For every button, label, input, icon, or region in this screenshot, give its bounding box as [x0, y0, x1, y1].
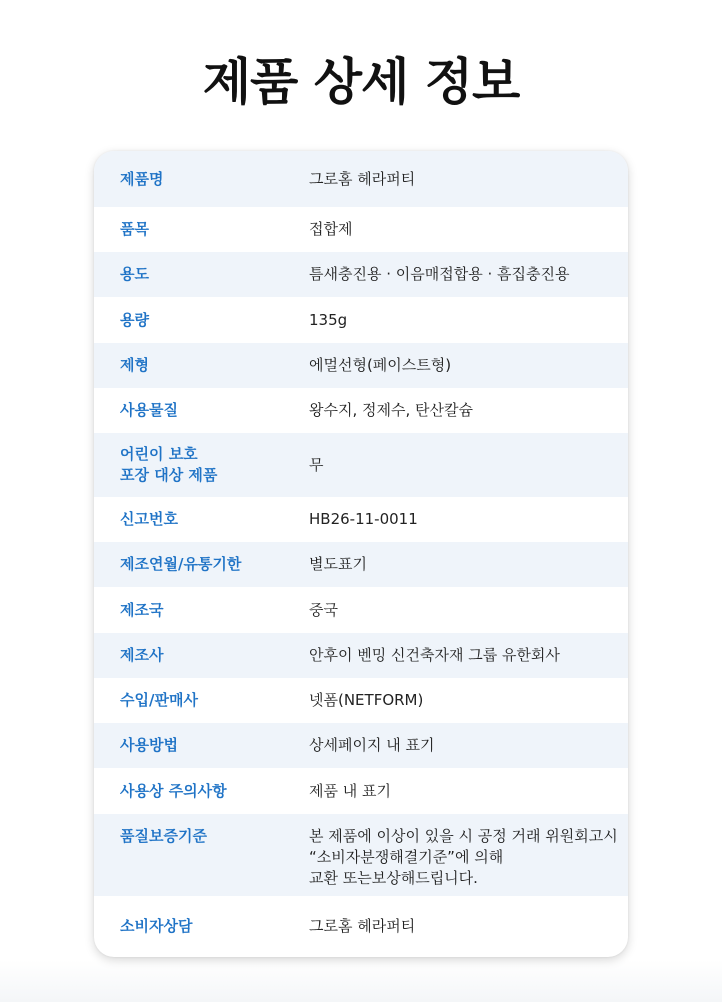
table-row-capacity	[94, 297, 628, 343]
row-value: 접합제	[309, 220, 353, 238]
table-row-manufacturer	[94, 633, 628, 678]
row-value: 안후이 벤밍 신건축자재 그룹 유한회사	[309, 646, 560, 664]
table-row-item	[94, 207, 628, 252]
table-row-child-protection	[94, 433, 628, 497]
product-info-table	[94, 151, 628, 957]
table-row-product-name	[94, 151, 628, 207]
row-label: 용량	[120, 310, 149, 329]
table-row-report-number	[94, 497, 628, 542]
table-row-quality-standard	[94, 814, 628, 896]
row-label: 소비자상담	[120, 917, 193, 935]
row-value: HB26-11-0011	[309, 510, 418, 528]
table-row-consumer-contact	[94, 896, 628, 957]
row-value: 제품 내 표기	[309, 781, 391, 800]
row-value: 135g	[309, 310, 348, 329]
row-value: 별도표기	[309, 555, 367, 573]
table-row-precautions	[94, 768, 628, 814]
row-value: 중국	[309, 600, 338, 619]
row-value: 에멀선형(페이스트형)	[309, 356, 452, 374]
row-label: 제형	[120, 356, 149, 374]
row-label: 제조연월/유통기한	[120, 555, 242, 573]
row-label: 제조사	[120, 646, 164, 664]
row-label: 수입/판매사	[120, 691, 198, 709]
row-value: 본 제품에 이상이 있을 시 공정 거래 위원회고시 “소비자분쟁해결기준”에 의해 교환 또는보상해드립니다.	[309, 827, 618, 887]
row-label: 품질보증기준	[120, 827, 207, 845]
row-label: 사용상 주의사항	[120, 781, 227, 800]
row-label: 신고번호	[120, 510, 178, 528]
table-row-usage	[94, 723, 628, 768]
row-label: 제조국	[120, 600, 164, 619]
row-label: 제품명	[120, 169, 164, 188]
page-title: 제품 상세 정보	[202, 53, 520, 111]
row-label: 품목	[120, 220, 149, 238]
row-value: 그로홈 헤라퍼티	[309, 169, 416, 188]
row-value: 왕수지, 정제수, 탄산칼슘	[309, 401, 473, 419]
row-value: 그로홈 헤라퍼티	[309, 917, 416, 935]
table-row-purpose	[94, 252, 628, 297]
row-label: 사용방법	[120, 736, 178, 754]
row-value: 넷폼(NETFORM)	[309, 691, 424, 709]
table-row-country	[94, 587, 628, 633]
row-label: 사용물질	[120, 401, 178, 419]
table-row-manufacture-date	[94, 542, 628, 587]
table-row-importer	[94, 678, 628, 723]
row-label: 용도	[120, 265, 149, 283]
table-row-formulation	[94, 343, 628, 388]
row-value: 무	[309, 455, 324, 474]
row-label: 어린이 보호 포장 대상 제품	[120, 445, 218, 484]
table-row-ingredients	[94, 388, 628, 433]
row-value: 틈새충진용 · 이음매접합용 · 흠집충진용	[309, 265, 570, 283]
row-value: 상세페이지 내 표기	[309, 736, 435, 754]
